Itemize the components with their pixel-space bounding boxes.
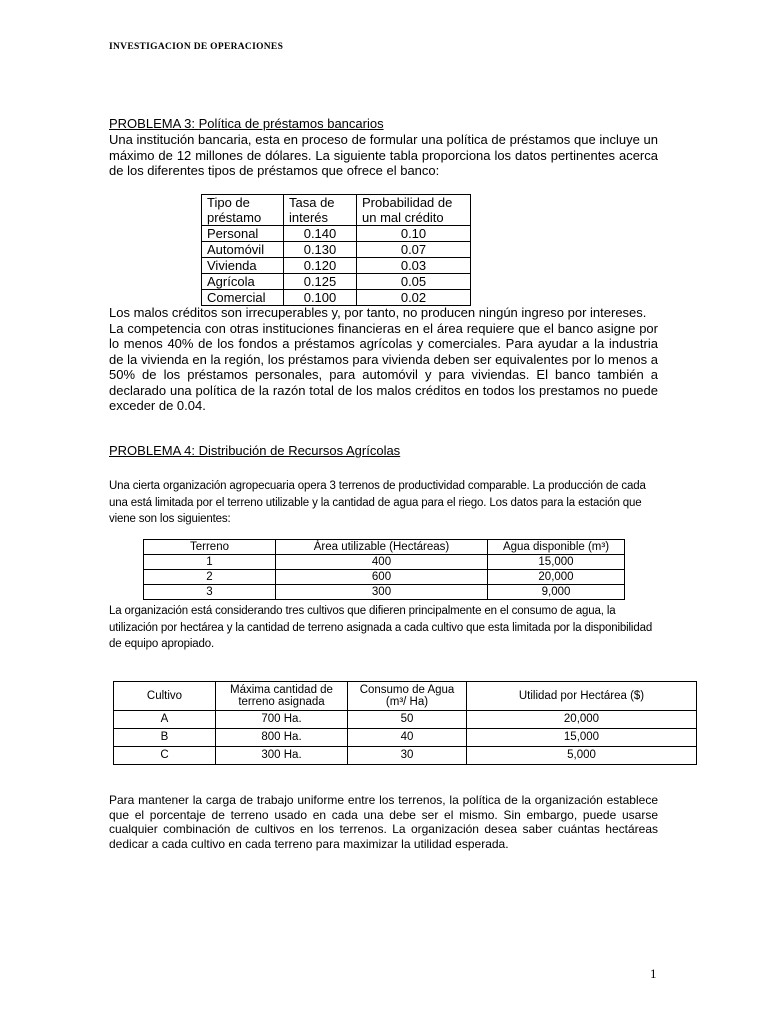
table-cell: B <box>114 729 216 747</box>
page-number: 1 <box>650 966 657 981</box>
table-cell: 50 <box>348 711 467 729</box>
table-row <box>202 242 471 258</box>
problem-4-intro-block <box>109 478 661 528</box>
table-row <box>114 747 697 765</box>
table-header-cell: Probabilidad de un mal crédito <box>357 195 471 226</box>
table-cell: Vivienda <box>202 258 284 274</box>
table-cell: 9,000 <box>488 585 625 600</box>
table-cell: 3 <box>144 585 276 600</box>
table-header-cell: Tasa de interés <box>284 195 357 226</box>
problem-4-intro: Una cierta organización agropecuaria opera 3 terrenos de productividad comparable. La producción de cada una está limitada por el terreno utilizable y la cantidad de agua para el riego. Los datos para la estación que viene son los siguientes: <box>109 480 646 525</box>
table-cell: 5,000 <box>467 747 697 765</box>
table-header-cell: Consumo de Agua (m³/ Ha) <box>348 682 467 711</box>
table-cell: 700 Ha. <box>216 711 348 729</box>
table-cell: 0.10 <box>357 226 471 242</box>
table-row <box>202 258 471 274</box>
problem-3-body <box>109 305 658 414</box>
table-row <box>202 274 471 290</box>
problem-4-closing-block <box>109 793 658 851</box>
table-cell: 300 Ha. <box>216 747 348 765</box>
table-cell: 1 <box>144 555 276 570</box>
table-cell: 0.130 <box>284 242 357 258</box>
problem-4-paragraph-1: La organización está considerando tres cultivos que difieren principalmente en el consumo de agua, la utilización por hectárea y la cantidad de terreno asignada a cada cultivo que esta limitada por la disponibilidad de equipo apropiado. <box>109 605 653 650</box>
table-cell: 20,000 <box>488 570 625 585</box>
table-cell: A <box>114 711 216 729</box>
problem-3-paragraph-1: Los malos créditos son irrecuperables y, por tanto, no producen ningún ingreso por intereses. <box>109 305 647 320</box>
table-row <box>144 585 625 600</box>
table-cell: 0.03 <box>357 258 471 274</box>
loan-types-table <box>201 194 471 306</box>
table-cell: 0.100 <box>284 290 357 306</box>
running-header: INVESTIGACION DE OPERACIONES <box>109 42 284 52</box>
table-cell: 0.120 <box>284 258 357 274</box>
table-cell: 15,000 <box>467 729 697 747</box>
table-cell: Comercial <box>202 290 284 306</box>
table-cell: 0.05 <box>357 274 471 290</box>
table-header-cell: Área utilizable (Hectáreas) <box>276 540 488 555</box>
problem-3-title: PROBLEMA 3: Política de préstamos bancarios <box>109 116 384 131</box>
table-row <box>144 570 625 585</box>
table-row <box>114 729 697 747</box>
table-cell: 20,000 <box>467 711 697 729</box>
table-row <box>202 226 471 242</box>
table-header-row <box>114 682 697 711</box>
problem-3-paragraph-2: La competencia con otras instituciones financieras en el área requiere que el banco asigne por lo menos 40% de los fondos a préstamos agrícolas y comerciales. Para ayudar a la industria de la vivienda en la región, los préstamos para vivienda deben ser equivalentes por lo menos a 50% de los préstamos personales, para automóvil y para viviendas. El banco también a declarado una política de la razón total de los malos créditos en todos los prestamos no puede exceder de 0.04. <box>109 320 658 413</box>
table-cell: Automóvil <box>202 242 284 258</box>
table-cell: 0.02 <box>357 290 471 306</box>
land-table <box>143 539 625 600</box>
table-cell: 30 <box>348 747 467 765</box>
problem-3-section <box>109 116 658 179</box>
table-header-row <box>202 195 471 226</box>
table-cell: 400 <box>276 555 488 570</box>
table-cell: Agrícola <box>202 274 284 290</box>
table-row <box>202 290 471 306</box>
crops-table <box>113 681 697 765</box>
problem-4-paragraph-2: Para mantener la carga de trabajo uniforme entre los terrenos, la política de la organización establece que el porcentaje de terreno usado en cada una debe ser el mismo. Sin embargo, puede usarse cualquier combinación de cultivos en los terrenos. La organización desea saber cuántas hectáreas dedicar a cada cultivo en cada terreno para maximizar la utilidad esperada. <box>109 793 658 851</box>
table-cell: 800 Ha. <box>216 729 348 747</box>
table-header-row <box>144 540 625 555</box>
table-cell: C <box>114 747 216 765</box>
table-cell: 0.140 <box>284 226 357 242</box>
table-header-cell: Utilidad por Hectárea ($) <box>467 682 697 711</box>
table-cell: 2 <box>144 570 276 585</box>
table-row <box>144 555 625 570</box>
table-header-cell: Agua disponible (m³) <box>488 540 625 555</box>
table-header-cell: Cultivo <box>114 682 216 711</box>
table-cell: 0.07 <box>357 242 471 258</box>
table-cell: 40 <box>348 729 467 747</box>
table-header-cell: Máxima cantidad de terreno asignada <box>216 682 348 711</box>
problem-3-intro: Una institución bancaria, esta en proceso de formular una política de préstamos que incluye un máximo de 12 millones de dólares. La siguiente tabla proporciona los datos pertinentes acerca de los diferentes tipos de préstamos que ofrece el banco: <box>109 132 658 178</box>
table-row <box>114 711 697 729</box>
table-header-cell: Tipo de préstamo <box>202 195 284 226</box>
table-cell: 600 <box>276 570 488 585</box>
table-cell: 300 <box>276 585 488 600</box>
problem-4-section <box>109 443 658 459</box>
table-header-cell: Terreno <box>144 540 276 555</box>
problem-4-title: PROBLEMA 4: Distribución de Recursos Agrícolas <box>109 443 401 458</box>
table-cell: Personal <box>202 226 284 242</box>
problem-4-crops-block <box>109 603 661 653</box>
table-cell: 15,000 <box>488 555 625 570</box>
table-cell: 0.125 <box>284 274 357 290</box>
